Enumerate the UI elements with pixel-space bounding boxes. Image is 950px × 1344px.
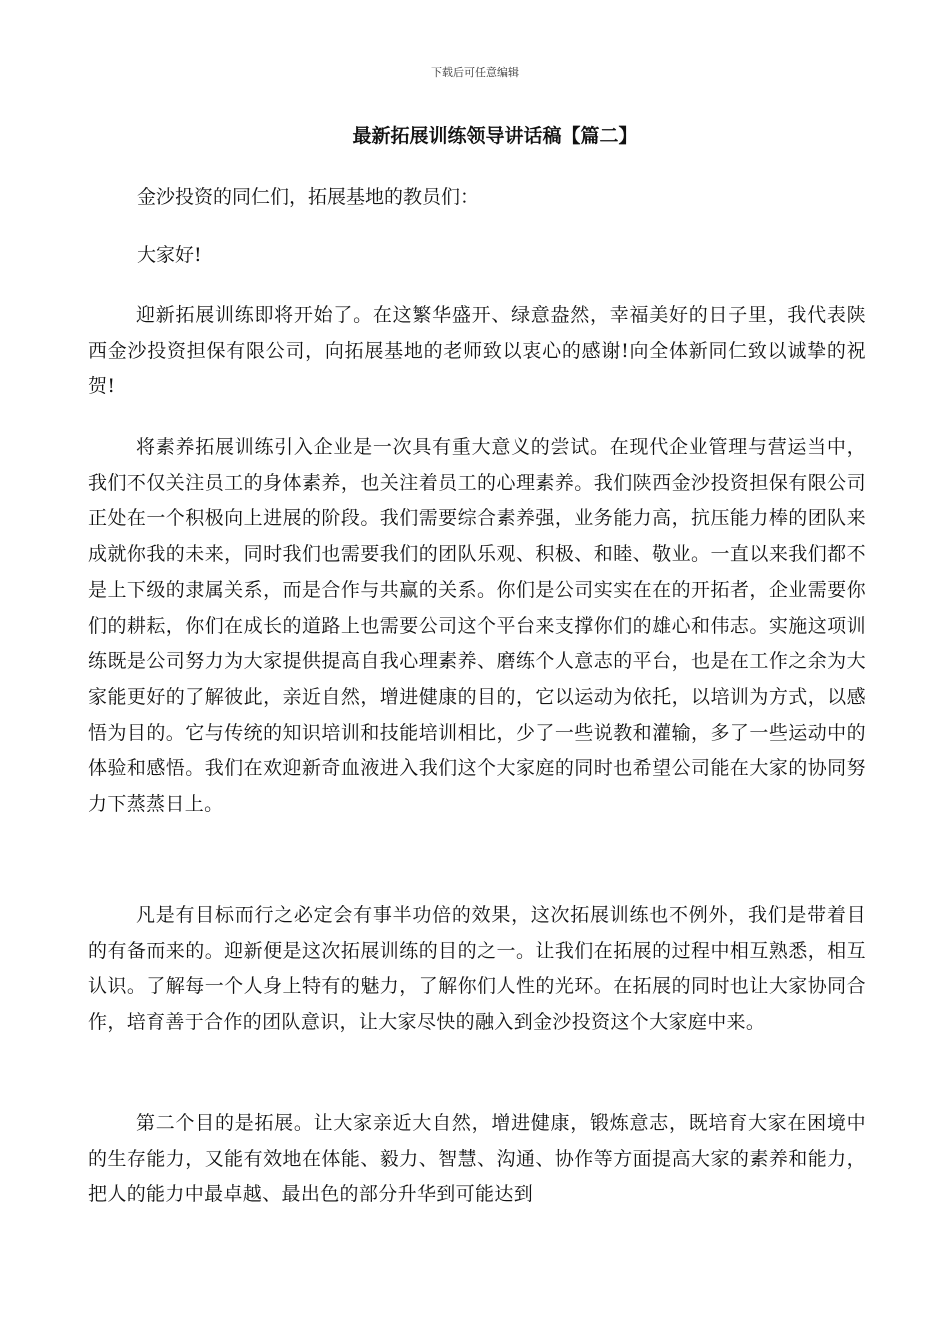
paragraph-2: 将素养拓展训练引入企业是一次具有重大意义的尝试。在现代企业管理与营运当中，我们不仅关注员工的身体素养，也关注着员工的心理素养。我们陕西金沙投资担保有限公司正处在一个积极向上进展的阶段。我们需要综合素养强，业务能力高，抗压能力棒的团队来成就你我的未来，同时我们也需要我们的团队乐观、积极、和睦、敬业。一直以来我们都不是上下级的隶属关系，而是合作与共赢的关系。你们是公司实实在在的开拓者，企业需要你们的耕耘，你们在成长的道路上也需要公司这个平台来支撑你们的雄心和伟志。实施这项训练既是公司努力为大家提供提高自我心理素养、磨练个人意志的平台，也是在工作之余为大家能更好的了解彼此，亲近自然，增进健康的目的，它以运动为依托，以培训为方式，以感悟为目的。它与传统的知识培训和技能培训相比，少了一些说教和灌输，多了一些运动中的体验和感悟。我们在欢迎新奇血液进入我们这个大家庭的同时也希望公司能在大家的协同努力下蒸蒸日上。 <box>88 436 866 816</box>
document-title: 最新拓展训练领导讲话稿【篇二】 <box>352 125 638 147</box>
paragraph-1: 迎新拓展训练即将开始了。在这繁华盛开、绿意盎然，幸福美好的日子里，我代表陕西金沙投资担保有限公司，向拓展基地的老师致以衷心的感谢!向全体新同仁致以诚挚的祝贺! <box>88 304 866 398</box>
salutation-line: 金沙投资的同仁们，拓展基地的教员们： <box>137 186 480 208</box>
paragraph-3: 凡是有目标而行之必定会有事半功倍的效果，这次拓展训练也不例外，我们是带着目的有备而来的。迎新便是这次拓展训练的目的之一。让我们在拓展的过程中相互熟悉，相互认识。了解每一个人身上特有的魅力，了解你们人性的光环。在拓展的同时也让大家协同合作，培育善于合作的团队意识，让大家尽快的融入到金沙投资这个大家庭中来。 <box>88 904 866 1034</box>
greeting-line: 大家好! <box>137 244 202 266</box>
paragraph-4: 第二个目的是拓展。让大家亲近大自然，增进健康，锻炼意志，既培育大家在困境中的生存能力，又能有效地在体能、毅力、智慧、沟通、协作等方面提高大家的素养和能力，把人的能力中最卓越、最出色的部分升华到可能达到 <box>88 1112 866 1206</box>
header-note: 下载后可任意编辑 <box>431 66 519 79</box>
